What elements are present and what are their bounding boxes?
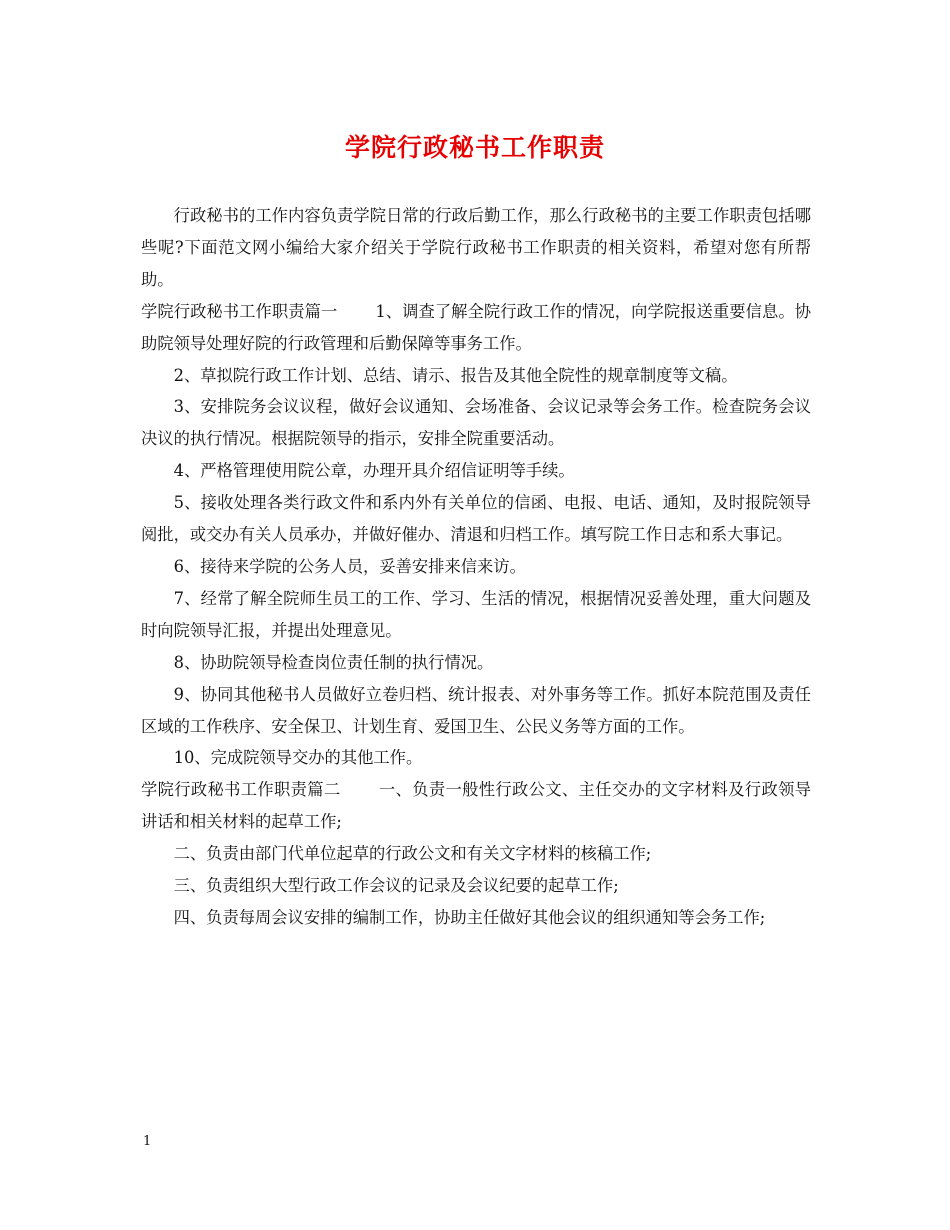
section-one-heading: 学院行政秘书工作职责篇一 xyxy=(141,301,338,321)
page-title: 学院行政秘书工作职责 xyxy=(344,133,605,162)
section-one-item-10: 10、完成院领导交办的其他工作。 xyxy=(173,748,423,768)
section-one-item-1: 1、调查了解全院行政工作的情况，向学院报送重要信息。协助院领导处理好院的行政管理和后勤保障等事务工作。 xyxy=(141,301,811,353)
section-one-item-9: 9、协同其他秘书人员做好立卷归档、统计报表、对外事务等工作。抓好本院范围及责任区域的工作秩序、安全保卫、计划生育、爱国卫生、公民义务等方面的工作。 xyxy=(141,684,811,736)
document-body xyxy=(141,200,811,934)
section-two-item-4: 四、负责每周会议安排的编制工作，协助主任做好其他会议的组织通知等会务工作; xyxy=(173,907,766,927)
section-one-item-8: 8、协助院领导检查岗位责任制的执行情况。 xyxy=(173,652,494,672)
section-one-item-3: 3、安排院务会议议程，做好会议通知、会场准备、会议记录等会务工作。检查院务会议决议的执行情况。根据院领导的指示，安排全院重要活动。 xyxy=(141,397,811,449)
section-one-item-2: 2、草拟院行政工作计划、总结、请示、报告及其他全院性的规章制度等文稿。 xyxy=(173,365,738,385)
section-two-item-3: 三、负责组织大型行政工作会议的记录及会议纪要的起草工作; xyxy=(173,876,619,896)
section-one-item-4: 4、严格管理使用院公章，办理开具介绍信证明等手续。 xyxy=(173,461,575,481)
section-two-item-2: 二、负责由部门代单位起草的行政公文和有关文字材料的核稿工作; xyxy=(173,844,652,864)
page-number: 1 xyxy=(143,1134,152,1149)
section-one-first-paragraph xyxy=(141,296,811,360)
section-one-item-6: 6、接待来学院的公务人员，妥善安排来信来访。 xyxy=(173,556,526,576)
section-two-heading: 学院行政秘书工作职责篇二 xyxy=(141,780,341,800)
section-two-first-paragraph xyxy=(141,774,811,838)
section-one-item-5: 5、接收处理各类行政文件和系内外有关单位的信函、电报、电话、通知，及时报院领导阅批，或交办有关人员承办，并做好催办、清退和归档工作。填写院工作日志和系大事记。 xyxy=(141,493,811,545)
intro-paragraph: 行政秘书的工作内容负责学院日常的行政后勤工作，那么行政秘书的主要工作职责包括哪些呢?下面范文网小编给大家介绍关于学院行政秘书工作职责的相关资料，希望对您有所帮助。 xyxy=(141,206,811,289)
section-one-item-7: 7、经常了解全院师生员工的工作、学习、生活的情况，根据情况妥善处理，重大问题及时向院领导汇报，并提出处理意见。 xyxy=(141,588,811,640)
section-two-item-1: 一、负责一般性行政公文、主任交办的文字材料及行政领导讲话和相关材料的起草工作; xyxy=(141,780,811,832)
